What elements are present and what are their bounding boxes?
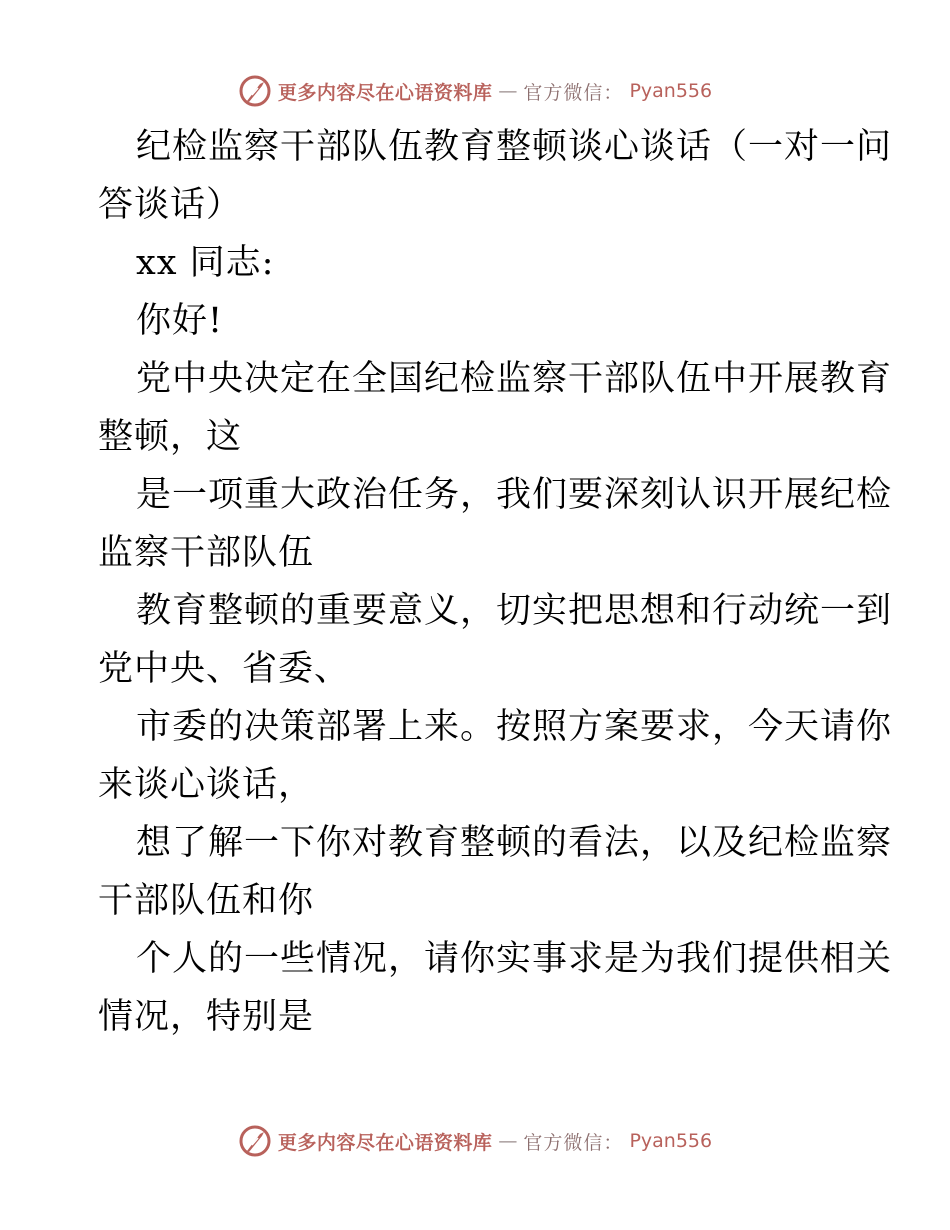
paragraph-line: 干部队伍和你 — [98, 881, 315, 921]
watermark — [238, 1124, 712, 1158]
header-watermark — [0, 72, 950, 110]
footer-watermark — [0, 1122, 950, 1160]
paragraph-line: 是一项重大政治任务，我们要深刻认识开展纪检 — [136, 475, 893, 515]
watermark-dash: — — [498, 1130, 518, 1152]
watermark-wechat-label: 官方微信： — [523, 1131, 624, 1154]
paragraph-line: 个人的一些情况，请你实事求是为我们提供相关 — [136, 939, 893, 979]
quill-logo-icon — [238, 74, 272, 108]
document-title-line-1: 纪检监察干部队伍教育整顿谈心谈话（一对一问 — [136, 127, 893, 167]
paragraph-line: 市委的决策部署上来。按照方案要求，今天请你 — [136, 707, 893, 747]
salutation: xx 同志: — [136, 243, 275, 283]
paragraph-line: 教育整顿的重要意义，切实把思想和行动统一到 — [136, 591, 893, 631]
greeting: 你好! — [136, 301, 224, 341]
watermark-text: 更多内容尽在心语资料库 — [277, 81, 493, 104]
paragraph-line: 情况，特别是 — [98, 997, 315, 1037]
watermark-wechat-label: 官方微信： — [523, 81, 624, 104]
paragraph-line: 想了解一下你对教育整顿的看法，以及纪检监察 — [136, 823, 893, 863]
quill-logo-icon — [238, 1124, 272, 1158]
watermark-wechat-id: Pyan556 — [629, 80, 713, 102]
watermark-dash: — — [498, 80, 518, 102]
paragraph-line: 党中央、省委、 — [98, 649, 351, 689]
watermark-wechat-id: Pyan556 — [629, 1130, 713, 1152]
paragraph-line: 来谈心谈话， — [98, 765, 315, 805]
paragraph-line: 监察干部队伍 — [98, 533, 315, 573]
watermark-text: 更多内容尽在心语资料库 — [277, 1131, 493, 1154]
document-body — [98, 118, 893, 1046]
paragraph-line: 党中央决定在全国纪检监察干部队伍中开展教育 — [136, 359, 893, 399]
watermark — [238, 74, 712, 108]
paragraph-line: 整顿，这 — [98, 417, 243, 457]
document-title-line-2: 答谈话） — [98, 185, 243, 225]
